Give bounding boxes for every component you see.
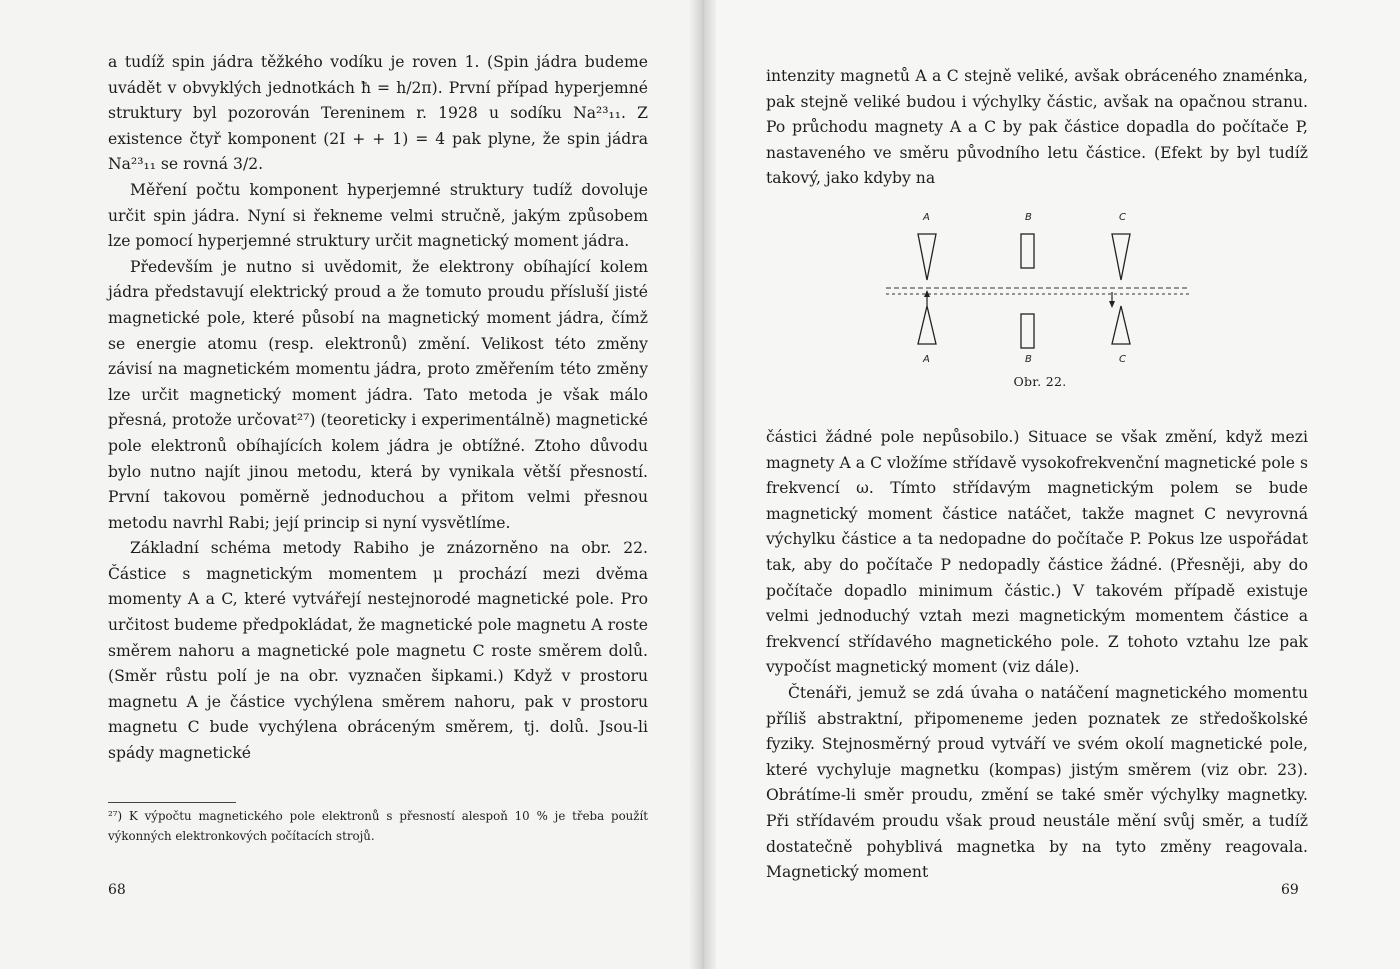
right-page-body-bottom bbox=[766, 425, 1308, 886]
paragraph: Především je nutno si uvědomit, že elektrony obíhající kolem jádra představují elektrický proud a že tomuto proudu přísluší jisté magnetické pole, které působí na magnetický moment jádra, čímž se energie atomu (resp. elektronů) změní. Velikost této změny závisí na magnetickém momentu jádra, proto změřením této změny lze určit magnetický moment jádra. Tato metoda je však málo přesná, protože určovat²⁷) (teoreticky i experimentálně) magnetické pole elektronů obíhajících kolem jádra je obtížné. Ztoho důvodu bylo nutno najít jinou metodu, která by vynikala větší přesností. První takovou poměrně jednoduchou a přitom velmi přesnou metodu navrhl Rabi; její princip si nyní vysvětlíme. bbox=[108, 257, 648, 532]
paragraph: intenzity magnetů A a C stejně veliké, avšak obráceného znaménka, pak stejně veliké budou i výchylky částic, avšak na opačnou stranu. Po průchodu magnety A a C by pak částice dopadla do počítače P, nastaveného ve směru původního letu částice. (Efekt by byl tudíž takový, jako kdyby na bbox=[766, 67, 1308, 188]
figure-label-bottom-a: A bbox=[923, 354, 930, 365]
figure-label-top-b: B bbox=[1025, 212, 1032, 223]
magnet-a-top bbox=[918, 234, 936, 280]
paragraph: Měření počtu komponent hyperjemné struktury tudíž dovoluje určit spin jádra. Nyní si řekneme velmi stručně, jakým způsobem lze pomocí hyperjemné struktury určit magnetický moment jádra. bbox=[108, 180, 648, 251]
page-number-left: 68 bbox=[108, 882, 126, 898]
magnet-b-bottom bbox=[1021, 314, 1034, 348]
paragraph: Základní schéma metody Rabiho je znázorněno na obr. 22. Částice s magnetickým momentem μ prochází mezi dvěma momenty A a C, které vytvářejí nestejnorodé magnetické pole. Pro určitost budeme předpokládat, že magnetické pole magnetu A roste směrem nahoru a magnetické pole magnetu C roste směrem dolů. (Směr růstu polí je na obr. vyznačen šipkami.) Když v prostoru magnetu A je částice vychýlena směrem nahoru, pak v prostoru magnetu C bude vychýlena obráceným směrem, tj. dolů. Jsou-li spády magnetické bbox=[108, 539, 648, 763]
paragraph: a tudíž spin jádra těžkého vodíku je roven 1. (Spin jádra budeme uvádět v obvyklých jednotkách ħ = h/2π). První případ hyperjemné struktury byl pozorován Tereninem r. 1928 u sodíku Na²³₁₁. Z existence čtyř komponent (2I + + 1) = 4 pak plyne, že spin jádra Na²³₁₁ se rovná 3/2. bbox=[108, 53, 648, 174]
paragraph: částici žádné pole nepůsobilo.) Situace se však změní, když mezi magnety A a C vložíme střídavě vysokofrekvenční magnetické pole s frekvencí ω. Tímto střídavým magnetickým polem se bude magnetický moment částice natáčet, takže magnet C nevyrovná výchylku částice a ta nedopadne do počítače P. Pokus lze uspořádat tak, aby do počítače P nedopadly částice žádné. (Přesněji, aby do počítače dopadlo minimum částic.) V takovém případě existuje velmi jednoduchý vztah mezi magnetickým momentem částice a frekvencí střídavého magnetického pole. Z tohoto vztahu lze pak vypočíst magnetický moment (viz dále). bbox=[766, 428, 1308, 677]
footnote: ²⁷) K výpočtu magnetického pole elektronů s přesností alespoň 10 % je třeba použít výkonných elektronkových počítacích strojů. bbox=[108, 809, 648, 843]
magnet-c-top bbox=[1112, 234, 1130, 280]
figure-label-top-a: A bbox=[923, 212, 930, 223]
magnet-c-bottom bbox=[1112, 306, 1130, 344]
figure-caption: Obr. 22. bbox=[1013, 374, 1067, 389]
magnet-a-bottom bbox=[918, 306, 936, 344]
book-gutter bbox=[690, 0, 716, 969]
rabi-diagram bbox=[880, 206, 1196, 386]
figure-rabi-schema bbox=[880, 206, 1196, 386]
footnote-divider bbox=[108, 802, 236, 803]
figure-label-bottom-b: B bbox=[1025, 354, 1032, 365]
figure-label-bottom-c: C bbox=[1119, 354, 1126, 365]
figure-label-top-c: C bbox=[1119, 212, 1126, 223]
left-page-body bbox=[108, 50, 648, 767]
right-page-body-top bbox=[766, 64, 1308, 192]
page-number-right: 69 bbox=[1281, 882, 1299, 898]
magnet-b-top bbox=[1021, 234, 1034, 268]
arrowhead-down-icon bbox=[1109, 301, 1115, 308]
paragraph: Čtenáři, jemuž se zdá úvaha o natáčení magnetického momentu příliš abstraktní, připomeneme jeden poznatek ze středoškolské fyziky. Stejnosměrný proud vytváří ve svém okolí magnetické pole, které vychyluje magnetku (kompas) jistým směrem (viz obr. 23). Obrátíme-li směr proudu, změní se také směr výchylky magnetky. Při střídavém proudu však proud neustále mění svůj směr, a tudíž dostatečně pohyblivá magnetka by na tyto změny reagovala. Magnetický moment bbox=[766, 683, 1308, 882]
